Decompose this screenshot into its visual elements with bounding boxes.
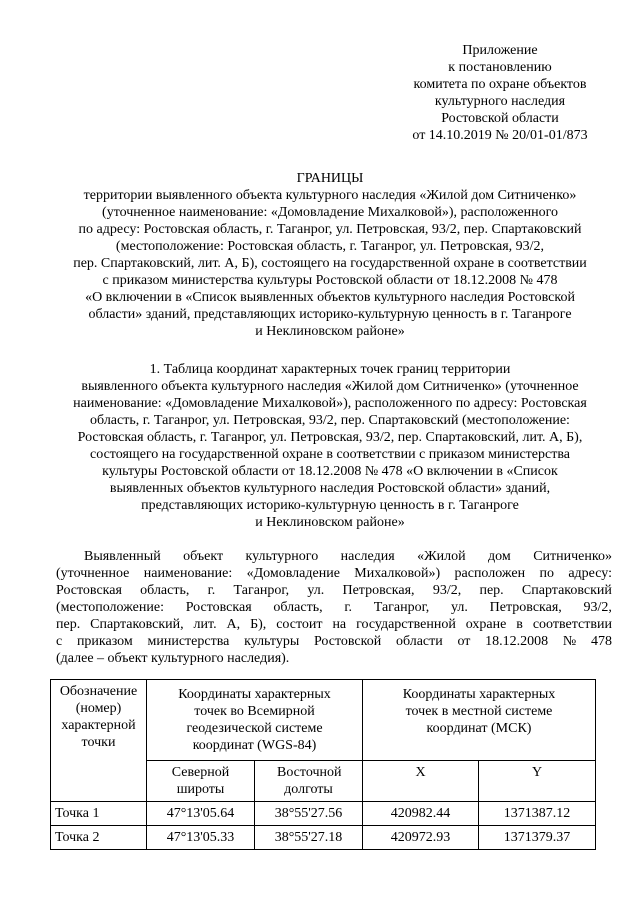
- row-lat: 47°13'05.33: [147, 826, 255, 850]
- row-name: Точка 2: [51, 826, 147, 850]
- paragraph-word: области: [395, 634, 443, 649]
- appendix-line: от 14.10.2019 № 20/01-01/873: [412, 128, 588, 143]
- section-line: выявленных объектов культурного наследия Ростовской области» зданий,: [109, 481, 551, 496]
- table-row: [51, 802, 596, 826]
- paragraph-word: Михалковой»): [354, 566, 441, 581]
- row-lat: 47°13'05.64: [147, 802, 255, 826]
- appendix-line: комитета по охране объектов: [413, 77, 587, 92]
- header-east: Восточной долготы: [255, 761, 363, 802]
- title-heading: ГРАНИЦЫ: [296, 171, 364, 186]
- title-line: территории выявленного объекта культурного наследия «Жилой дом Ситниченко»: [83, 188, 577, 203]
- appendix-line: культурного наследия: [434, 94, 566, 109]
- paragraph-word: пер.: [479, 583, 504, 598]
- appendix-block: [380, 42, 620, 144]
- paragraph-word: «Домовладение: [246, 566, 340, 581]
- row-y: 1371379.37: [479, 826, 596, 850]
- body-paragraph: [56, 548, 612, 667]
- header-msk: Координаты характерных точек в местной системе координат (МСК): [363, 680, 596, 761]
- title-line: и Неклиновском районе»: [255, 324, 405, 339]
- coordinates-table: [50, 679, 596, 850]
- title-line: области» зданий, представляющих историко-культурную ценность в г. Таганроге: [88, 307, 572, 322]
- paragraph-word: пер.: [56, 617, 81, 632]
- title-line: (уточненное наименование: «Домовладение Михалковой»), расположенного: [102, 205, 558, 220]
- paragraph-word: Таганрог,: [233, 583, 290, 598]
- paragraph-word: область,: [140, 583, 190, 598]
- paragraph-word: адресу:: [568, 566, 612, 581]
- section-line: наименование: «Домовладение Михалковой»), расположенного по адресу: Ростовская: [73, 396, 587, 411]
- paragraph-word: Ростовская: [185, 600, 252, 615]
- row-name: Точка 1: [51, 802, 147, 826]
- paragraph-word: наименование:: [143, 566, 233, 581]
- table-header-row: [51, 680, 596, 761]
- paragraph-word: наследия: [340, 549, 395, 564]
- paragraph-word: на: [332, 617, 347, 632]
- paragraph-word: №: [562, 634, 577, 649]
- paragraph-word: культурного: [245, 549, 319, 564]
- header-north: Северной широты: [147, 761, 255, 802]
- title-line: с приказом министерства культуры Ростовской области от 18.12.2008 № 478: [102, 273, 558, 288]
- paragraph-line: [56, 616, 612, 633]
- paragraph-word: Спартаковский: [521, 583, 612, 598]
- appendix-line: Приложение: [462, 43, 538, 58]
- paragraph-word: лит.: [193, 617, 217, 632]
- paragraph-word: 93/2,: [583, 600, 612, 615]
- section-line: и Неклиновском районе»: [255, 515, 405, 530]
- appendix-line: Ростовской области: [441, 111, 559, 126]
- paragraph-word: 18.12.2008: [485, 634, 549, 649]
- paragraph-word: г.: [207, 583, 216, 598]
- header-y: Y: [479, 761, 596, 802]
- paragraph-word: область,: [273, 600, 323, 615]
- paragraph-word: Петровская,: [342, 583, 415, 598]
- row-x: 420972.93: [363, 826, 479, 850]
- paragraph-word: государственной: [356, 617, 456, 632]
- section-line: состоящего на государственной охране в соответствии с приказом министерства: [90, 447, 570, 462]
- header-wgs: Координаты характерных точек во Всемирной геодезической системе координат (WGS-84): [147, 680, 363, 761]
- paragraph-line: [56, 582, 612, 599]
- header-designation: Обозначение (номер) характерной точки: [51, 680, 147, 802]
- section-heading: [40, 361, 620, 531]
- paragraph-word: А,: [226, 617, 241, 632]
- paragraph-word: ул.: [307, 583, 325, 598]
- section-line: представляющих историко-культурную ценность в г. Таганроге: [141, 498, 519, 513]
- row-x: 420982.44: [363, 802, 479, 826]
- title-line: (местоположение: Ростовская область, г. Таганрог, ул. Петровская, 93/2,: [115, 239, 545, 254]
- header-x: X: [363, 761, 479, 802]
- paragraph-word: ул.: [451, 600, 468, 615]
- paragraph-word: «Жилой: [417, 549, 466, 564]
- appendix-line: к постановлению: [448, 60, 552, 75]
- paragraph-word: 478: [590, 634, 612, 649]
- paragraph-word: Б),: [250, 617, 267, 632]
- paragraph-line: [56, 633, 612, 650]
- section-line: выявленного объекта культурного наследия «Жилой дом Ситниченко» (уточненное: [81, 379, 579, 394]
- title-line: пер. Спартаковский, лит. А, Б), состоящего на государственной охране в соответствии: [73, 256, 587, 271]
- paragraph-word: 93/2,: [432, 583, 462, 598]
- paragraph-word: охране: [465, 617, 507, 632]
- section-line: 1. Таблица координат характерных точек границ территории: [149, 362, 511, 377]
- paragraph-word: Ситниченко»: [533, 549, 612, 564]
- paragraph-word: дом: [488, 549, 511, 564]
- paragraph-word: приказом: [76, 634, 133, 649]
- paragraph-word: культуры: [244, 634, 300, 649]
- paragraph-word: по: [539, 566, 554, 581]
- paragraph-word: в: [516, 617, 523, 632]
- paragraph-word: (местоположение:: [56, 600, 164, 615]
- paragraph-word: соответствии: [532, 617, 612, 632]
- paragraph-word: состоит: [276, 617, 323, 632]
- paragraph-line: [56, 599, 612, 616]
- document-title: [40, 170, 620, 340]
- paragraph-word: Спартаковский,: [90, 617, 184, 632]
- row-y: 1371387.12: [479, 802, 596, 826]
- paragraph-last-line: (далее – объект культурного наследия).: [56, 651, 290, 666]
- section-line: область, г. Таганрог, ул. Петровская, 93/2, пер. Спартаковский (местоположение:: [90, 413, 570, 428]
- paragraph-word: Таганрог,: [373, 600, 430, 615]
- title-line: «О включении в «Список выявленных объектов культурного наследия Ростовской: [85, 290, 575, 305]
- paragraph-word: (уточненное: [56, 566, 130, 581]
- section-line: культуры Ростовской области от 18.12.2008 № 478 «О включении в «Список: [102, 464, 558, 479]
- paragraph-word: Выявленный: [84, 549, 161, 564]
- section-line: Ростовская область, г. Таганрог, ул. Петровская, 93/2, пер. Спартаковский, лит. А, Б),: [77, 430, 583, 445]
- title-line: по адресу: Ростовская область, г. Таганрог, ул. Петровская, 93/2, пер. Спартаковский: [78, 222, 582, 237]
- paragraph-word: министерства: [147, 634, 230, 649]
- paragraph-line: [56, 565, 612, 582]
- table-row: [51, 826, 596, 850]
- paragraph-word: объект: [183, 549, 224, 564]
- paragraph-word: от: [457, 634, 471, 649]
- paragraph-word: с: [56, 634, 63, 649]
- row-lon: 38°55'27.56: [255, 802, 363, 826]
- paragraph-word: Ростовской: [313, 634, 382, 649]
- paragraph-line: [56, 548, 612, 565]
- paragraph-word: Ростовская: [56, 583, 122, 598]
- paragraph-word: г.: [344, 600, 353, 615]
- paragraph-word: Петровская,: [489, 600, 562, 615]
- paragraph-word: расположен: [454, 566, 526, 581]
- row-lon: 38°55'27.18: [255, 826, 363, 850]
